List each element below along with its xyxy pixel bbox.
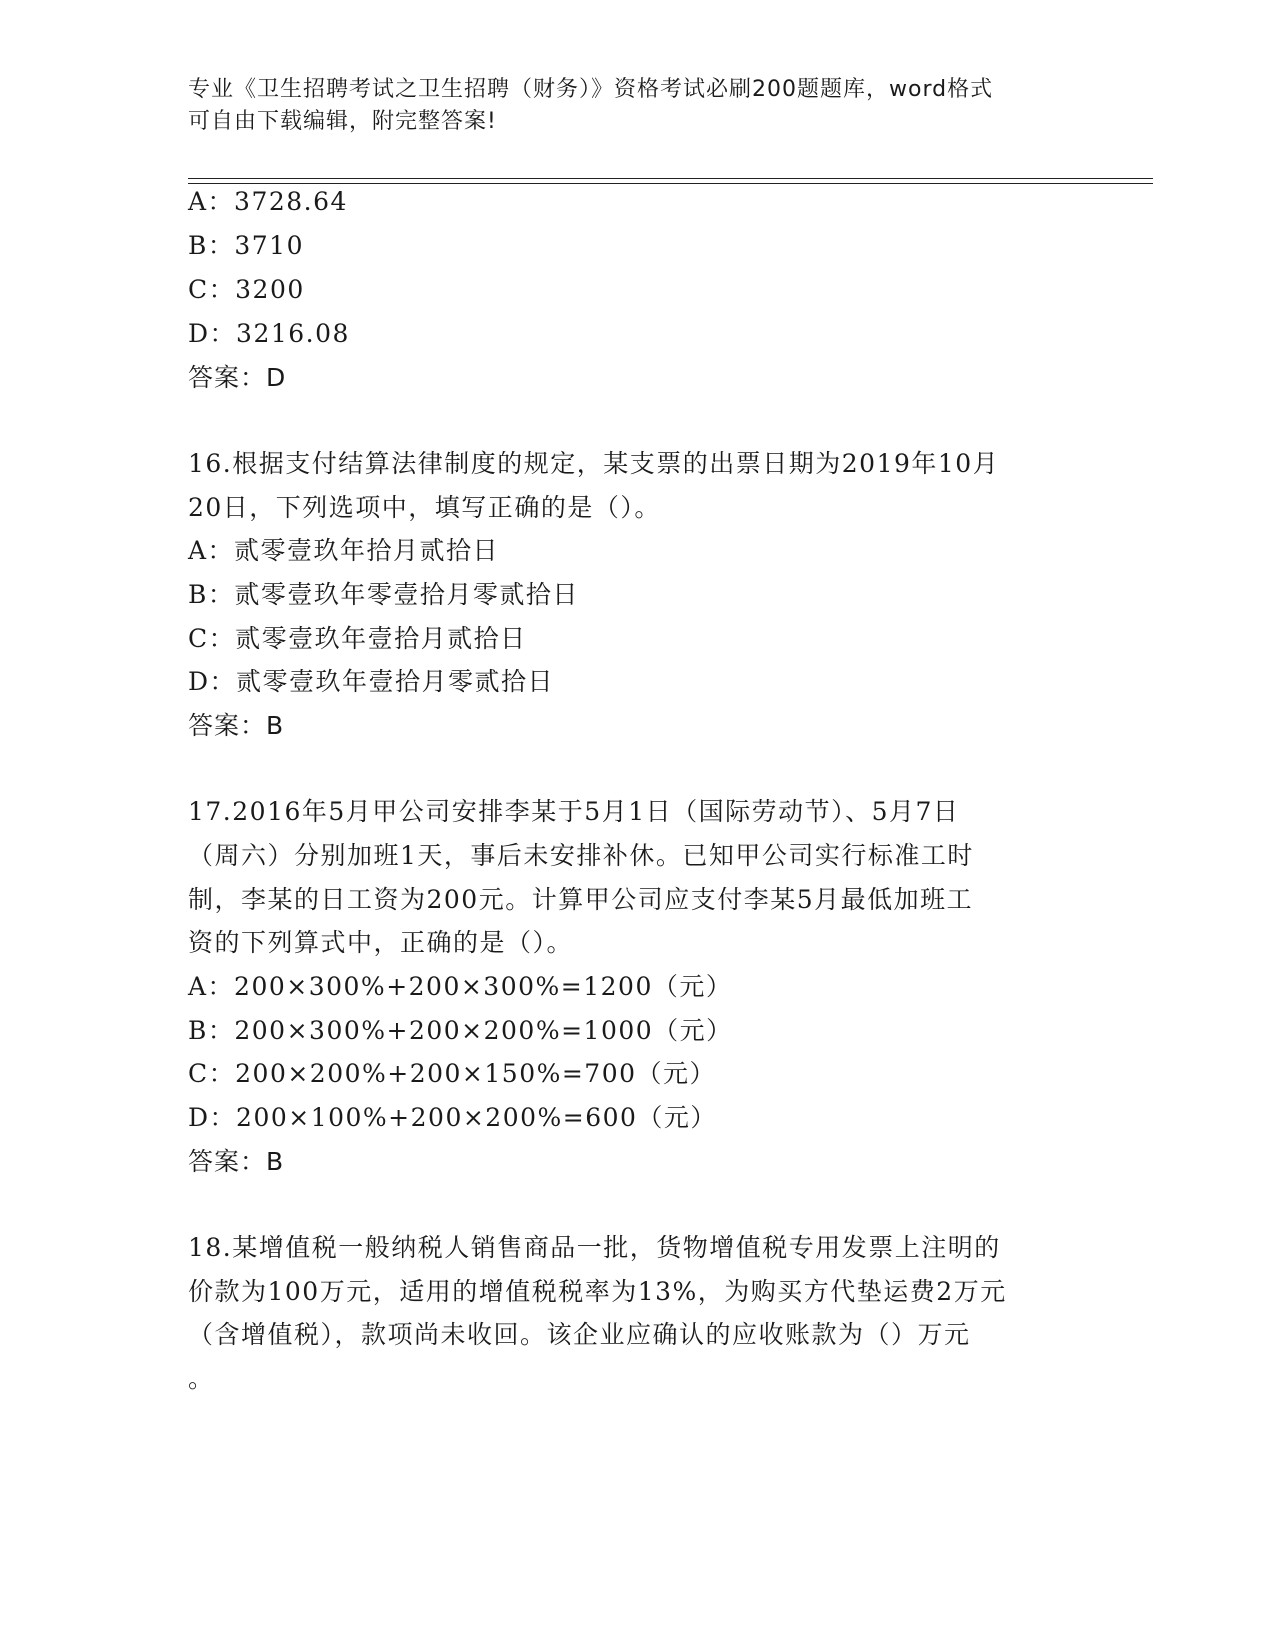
q18-stem-line-2: 价款为100万元，适用的增值税税率为13%，为购买方代垫运费2万元 — [188, 1277, 1007, 1306]
q15-option-c: C：3200 — [188, 275, 305, 304]
q17-option-a: A：200×300%+200×300%=1200（元） — [188, 972, 733, 1001]
q17-stem-line-3: 制，李某的日工资为200元。计算甲公司应支付李某5月最低加班工 — [188, 885, 974, 914]
q15-option-a: A：3728.64 — [188, 187, 348, 216]
q18-stem-line-3: （含增值税），款项尚未收回。该企业应确认的应收账款为（）万元 — [188, 1320, 971, 1349]
q15-option-b: B：3710 — [188, 231, 304, 260]
q16-option-a: A：贰零壹玖年拾月贰拾日 — [188, 536, 500, 565]
header-line-2: 可自由下载编辑，附完整答案! — [188, 109, 497, 134]
q17-stem-line-2: （周六）分别加班1天，事后未安排补休。已知甲公司实行标准工时 — [188, 841, 974, 870]
q17-option-b: B：200×300%+200×200%=1000（元） — [188, 1016, 733, 1045]
q16-option-b: B：贰零壹玖年零壹拾月零贰拾日 — [188, 580, 579, 609]
q18-stem-line-4: 。 — [188, 1364, 215, 1393]
q17-option-d: D：200×100%+200×200%=600（元） — [188, 1103, 717, 1132]
q16-option-c: C：贰零壹玖年壹拾月贰拾日 — [188, 624, 527, 653]
q16-stem-line-1: 16.根据支付结算法律制度的规定，某支票的出票日期为2019年10月 — [188, 449, 1000, 478]
q17-answer: 答案：B — [188, 1147, 285, 1176]
q16-option-d: D：贰零壹玖年壹拾月零贰拾日 — [188, 667, 555, 696]
q17-stem-line-1: 17.2016年5月甲公司安排李某于5月1日（国际劳动节）、5月7日 — [188, 797, 960, 826]
q17-stem-line-4: 资的下列算式中，正确的是（）。 — [188, 928, 574, 957]
header-divider — [188, 178, 1153, 184]
q15-option-d: D：3216.08 — [188, 319, 350, 348]
document-header — [188, 74, 1068, 138]
q18-stem-line-1: 18.某增值税一般纳税人销售商品一批，货物增值税专用发票上注明的 — [188, 1233, 1001, 1262]
q17-option-c: C：200×200%+200×150%=700（元） — [188, 1059, 717, 1088]
q16-stem-line-2: 20日，下列选项中，填写正确的是（）。 — [188, 493, 661, 522]
q15-answer: 答案：D — [188, 363, 287, 392]
header-line-1: 专业《卫生招聘考试之卫生招聘（财务）》资格考试必刷200题题库，word格式 — [188, 77, 994, 102]
q16-answer: 答案：B — [188, 711, 285, 740]
